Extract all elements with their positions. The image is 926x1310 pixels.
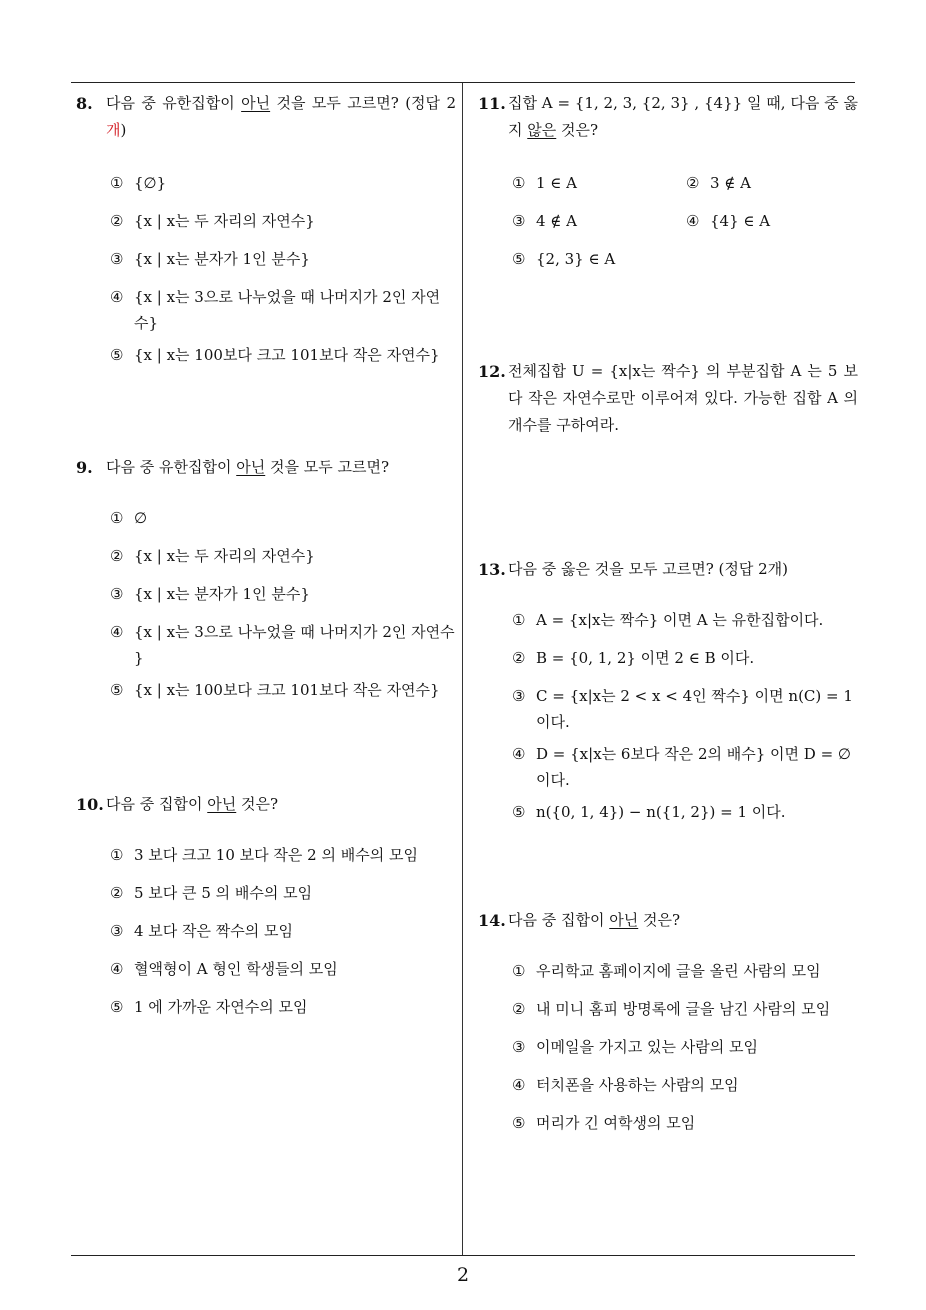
question-9 bbox=[76, 454, 456, 715]
option-5[interactable]: ⑤ {x | x는 100보다 크고 101보다 작은 자연수} bbox=[110, 346, 440, 364]
option-3[interactable]: ③ {x | x는 분자가 1인 분수} bbox=[110, 250, 310, 268]
question-9-stem: 9. 다음 중 유한집합이 아닌 것을 모두 고르면? bbox=[76, 454, 456, 481]
option-2[interactable]: ② {x | x는 두 자리의 자연수} bbox=[110, 212, 315, 230]
question-number: 11. bbox=[478, 94, 506, 113]
question-12-stem: 12. 전체집합 U = {x|x는 짝수} 의 부분집합 A 는 5 보다 작은 자연수로만 이루어져 있다. 가능한 집합 A 의 개수를 구하여라. bbox=[478, 358, 858, 439]
option-5[interactable]: ⑤ 1 에 가까운 자연수의 모임 bbox=[110, 998, 308, 1016]
option-1[interactable]: ① A = {x|x는 짝수} 이면 A 는 유한집합이다. bbox=[512, 611, 824, 629]
option-4[interactable]: ④ D = {x|x는 6보다 작은 2의 배수} 이면 D = ∅ 이다. bbox=[512, 745, 851, 789]
option-2[interactable]: ② B = {0, 1, 2} 이면 2 ∈ B 이다. bbox=[512, 649, 755, 667]
question-8-stem: 8. 다음 중 유한집합이 아닌 것을 모두 고르면? (정답 2개) bbox=[76, 90, 456, 144]
option-2[interactable]: ② 3 ∉ A bbox=[686, 174, 752, 192]
option-3[interactable]: ③ 이메일을 가지고 있는 사람의 모임 bbox=[512, 1038, 758, 1056]
question-14 bbox=[478, 907, 858, 1148]
page-number: 2 bbox=[456, 1264, 470, 1286]
question-11-stem: 11. 집합 A = {1, 2, 3, {2, 3} , {4}} 일 때, 다음 중 옳지 않은 것은? bbox=[478, 90, 858, 144]
option-1[interactable]: ① 우리학교 홈페이지에 글을 올린 사람의 모임 bbox=[512, 962, 821, 980]
option-2[interactable]: ② {x | x는 두 자리의 자연수} bbox=[110, 547, 315, 565]
question-13-stem: 13. 다음 중 옳은 것을 모두 고르면? (정답 2개) bbox=[478, 556, 858, 583]
question-10-stem: 10. 다음 중 집합이 아닌 것은? bbox=[76, 791, 456, 818]
option-1[interactable]: ① {∅} bbox=[110, 174, 167, 192]
question-number: 8. bbox=[76, 94, 93, 113]
option-4[interactable]: ④ {x | x는 3으로 나누었을 때 나머지가 2인 자연수} bbox=[110, 288, 441, 332]
question-13 bbox=[478, 556, 858, 837]
option-1[interactable]: ① ∅ bbox=[110, 509, 148, 527]
option-5[interactable]: ⑤ n({0, 1, 4}) − n({1, 2}) = 1 이다. bbox=[512, 803, 786, 821]
question-10 bbox=[76, 791, 456, 1032]
option-3[interactable]: ③ 4 ∉ A bbox=[512, 212, 578, 230]
option-5[interactable]: ⑤ 머리가 긴 여학생의 모임 bbox=[512, 1114, 696, 1132]
option-4[interactable]: ④ {4} ∈ A bbox=[686, 212, 771, 230]
question-number: 10. bbox=[76, 795, 104, 814]
top-rule bbox=[71, 82, 855, 83]
question-14-stem: 14. 다음 중 집합이 아닌 것은? bbox=[478, 907, 858, 934]
option-1[interactable]: ① 3 보다 크고 10 보다 작은 2 의 배수의 모임 bbox=[110, 846, 418, 864]
question-12 bbox=[478, 358, 858, 439]
option-4[interactable]: ④ 혈액형이 A 형인 학생들의 모임 bbox=[110, 960, 338, 978]
highlight-text: 개 bbox=[106, 121, 121, 139]
question-number: 13. bbox=[478, 560, 506, 579]
option-2[interactable]: ② 5 보다 큰 5 의 배수의 모임 bbox=[110, 884, 313, 902]
question-number: 14. bbox=[478, 911, 506, 930]
question-number: 12. bbox=[478, 362, 506, 381]
option-4[interactable]: ④ {x | x는 3으로 나누었을 때 나머지가 2인 자연수 } bbox=[110, 623, 455, 667]
question-number: 9. bbox=[76, 458, 93, 477]
option-2[interactable]: ② 내 미니 홈피 방명록에 글을 남긴 사람의 모임 bbox=[512, 1000, 831, 1018]
question-8 bbox=[76, 90, 456, 380]
column-divider bbox=[462, 83, 463, 1255]
option-1[interactable]: ① 1 ∈ A bbox=[512, 174, 578, 192]
option-3[interactable]: ③ C = {x|x는 2 < x < 4인 짝수} 이면 n(C) = 1 이다. bbox=[512, 687, 853, 731]
question-11 bbox=[478, 90, 858, 272]
option-4[interactable]: ④ 터치폰을 사용하는 사람의 모임 bbox=[512, 1076, 739, 1094]
option-5[interactable]: ⑤ {x | x는 100보다 크고 101보다 작은 자연수} bbox=[110, 681, 440, 699]
bottom-rule bbox=[71, 1255, 855, 1256]
option-5[interactable]: ⑤ {2, 3} ∈ A bbox=[512, 250, 616, 268]
option-3[interactable]: ③ 4 보다 작은 짝수의 모임 bbox=[110, 922, 294, 940]
option-3[interactable]: ③ {x | x는 분자가 1인 분수} bbox=[110, 585, 310, 603]
